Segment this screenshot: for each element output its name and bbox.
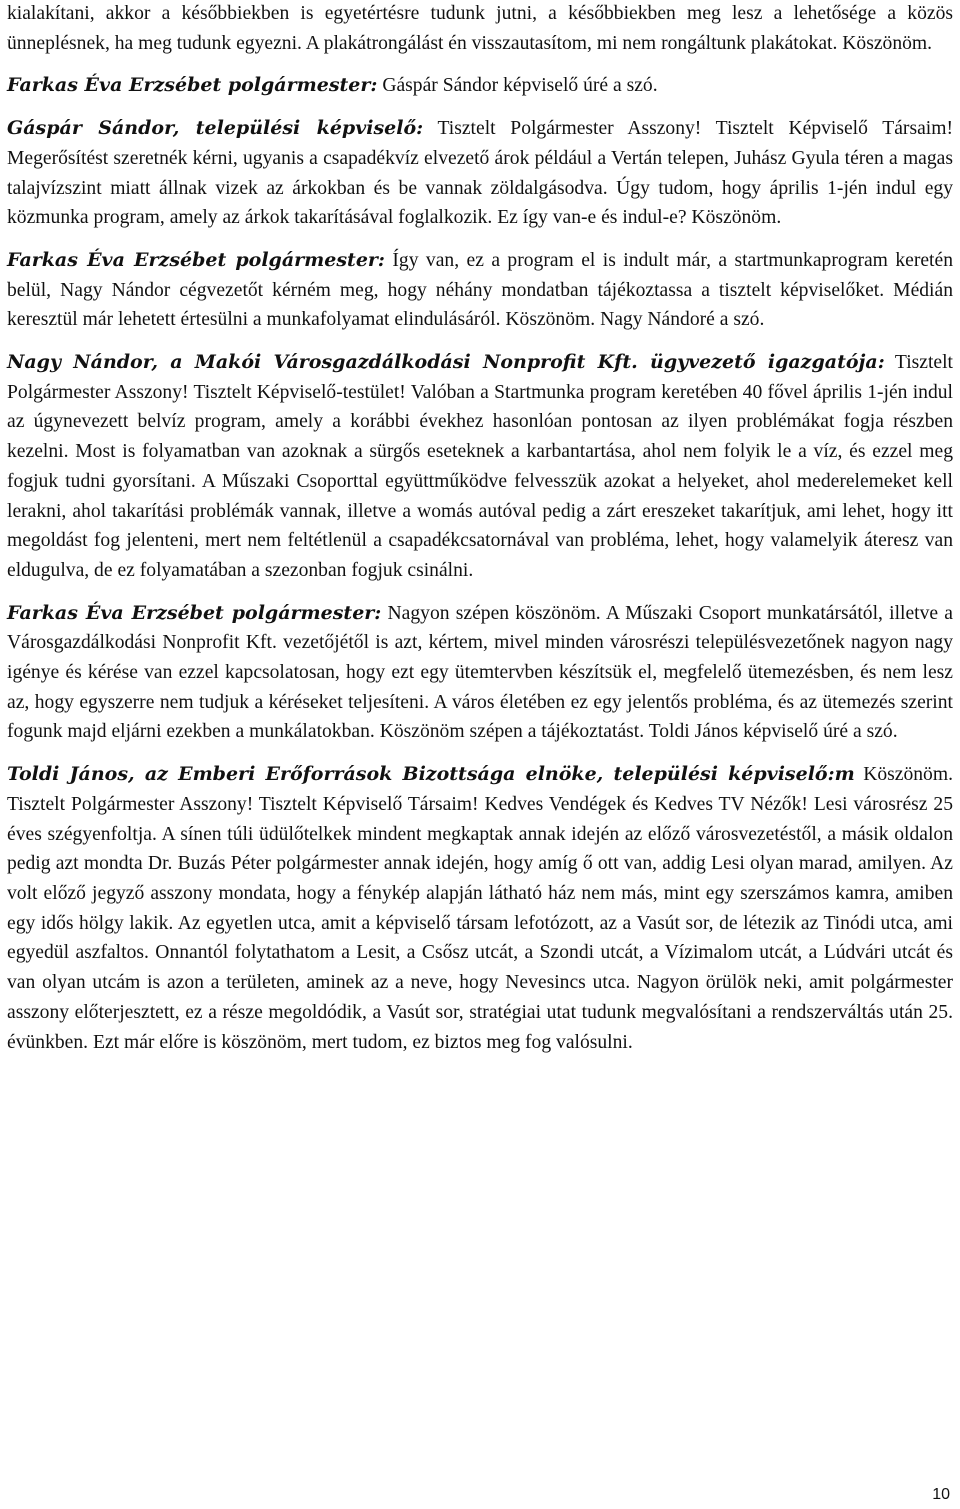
speaker-name: Toldi János, az Emberi Erőforrások Bizottsága elnöke, települési képviselő:m	[7, 763, 855, 786]
paragraph	[7, 0, 953, 58]
paragraph-text: Nagyon szépen köszönöm. A Műszaki Csoport munkatársától, illetve a Városgazdálkodási Nonprofit Kft. vezetőjétől is azt, kértem, mivel minden városrészi településvezetőnek nagyon nagy igénye és kérése van ezzel kapcsolatosan, hogy ezt egy ütemtervben készítsük el, megfelelő ütemezésben, és nem lesz az, hogy egyszerre nem tudjuk a kéréseket teljesíteni. A város életében ez egy jelentős probléma, és az ütemezés szerint fogunk majd eljárni ezekben a munkálatokban. Köszönöm szépen a tájékoztatást. Toldi János képviselő úré a szó.	[7, 602, 953, 743]
speaker-name: Farkas Éva Erzsébet polgármester:	[7, 601, 382, 624]
paragraph-text: Tisztelt Polgármester Asszony! Tisztelt Képviselő Társaim! Megerősítést szeretnék kérni, ugyanis a csapadékvíz elvezető árok például a Vertán telepen, Juhász Gyula téren a magas talajvízszint miatt állnak vizek az árkokban és be vannak zöldalgásodva. Úgy tudom, hogy április 1-jén indul egy közmunka program, amely az árkok takarításával foglalkozik. Ez így van-e és indul-e? Köszönöm.	[7, 118, 953, 229]
paragraph	[7, 71, 953, 101]
speaker-name: Gáspár Sándor, települési képviselő:	[7, 117, 424, 140]
paragraph-text: Így van, ez a program el is indult már, a startmunkaprogram keretén belül, Nagy Nándor cégvezetőt kérném meg, hogy néhány mondatban tájékoztassa a tisztelt képviselőket. Médián keresztül már lehetett értesülni a munkafolyamat elindulásáról. Köszönöm. Nagy Nándoré a szó.	[7, 249, 953, 331]
speaker-name: Farkas Éva Erzsébet polgármester:	[7, 74, 378, 97]
paragraph	[7, 246, 953, 335]
paragraph	[7, 760, 953, 1057]
document-page	[7, 0, 953, 1057]
speaker-name: Farkas Éva Erzsébet polgármester:	[7, 248, 385, 271]
page-number: 10	[932, 1486, 950, 1503]
paragraph	[7, 599, 953, 748]
paragraph	[7, 348, 953, 586]
paragraph-text: Tisztelt Polgármester Asszony! Tisztelt Képviselő-testület! Valóban a Startmunka program keretében 40 fővel április 1-jén indul az úgynevezett belvíz program, amely a korábbi évekhez hasonlóan pontosan az ilyen problémákat fogja részben kezelni. Most is folyamatban van azoknak a sürgős eseteknek a karbantartása, ahol nem folyik le a víz, és ezzel meg fogjuk tudni gyorsítani. A Műszaki Csoporttal együttműködve felvesszük azokat a helyeket, ahol mederelemeket kell lerakni, ahol takarítási problémák vannak, illetve a womás autóval pedig a zárt ereszeket takarítjuk, ami lehet, hogy itt megoldást fog jelenteni, mert nem feltétlenül a csapadékcsatornával van probléma, lehet, hogy valamelyik áteresz van eldugulva, de ez folyamatában a szezonban fogjuk csinálni.	[7, 352, 953, 581]
paragraph-text: Gáspár Sándor képviselő úré a szó.	[382, 75, 658, 97]
paragraph-text: kialakítani, akkor a későbbiekben is egyetértésre tudunk jutni, a későbbiekben meg lesz a lehetősége a közös ünneplésnek, ha meg tudunk egyezni. A plakátrongálást én visszautasítom, mi nem rongáltunk plakátokat. Köszönöm.	[7, 3, 953, 54]
paragraph-text: Köszönöm. Tisztelt Polgármester Asszony! Tisztelt Képviselő Társaim! Kedves Vendégek és Kedves TV Nézők! Lesi városrész 25 éves szégyenfoltja. A sínen túli üdülőtelkek mindent megkaptak annak idején az előző városvezetéstől, a másik oldalon pedig azt mondta Dr. Buzás Péter polgármester annak idején, hogy amíg ő ott van, addig Lesi olyan marad, amilyen. Az volt előző jegyző asszony mondata, hogy a fénykép alapján látható ház nem más, mint egy szerszámos kamra, amiben egy idős hölgy lakik. Az egyetlen utca, amit a képviselő társam lefotózott, az a Vasút sor, de létezik az Tinódi utca, ami egyedül aszfaltos. Onnantól folytathatom a Lesit, a Csősz utcát, a Szondi utcát, a Vízimalom utcát, a Lúdvári utcát és van olyan utcám is azon a területen, aminek az a neve, hogy Nevesincs utca. Nagyon örülök neki, amit polgármester asszony előterjesztett, ez a része megoldódik, a Vasút sor, stratégiai utat tudunk megvalósítani a rendszerváltás után 25. évünkben. Ezt már előre is köszönöm, mert tudom, ez biztos meg fog valósulni.	[7, 764, 953, 1053]
paragraph	[7, 114, 953, 233]
speaker-name: Nagy Nándor, a Makói Városgazdálkodási Nonprofit Kft. ügyvezető igazgatója:	[7, 351, 885, 374]
